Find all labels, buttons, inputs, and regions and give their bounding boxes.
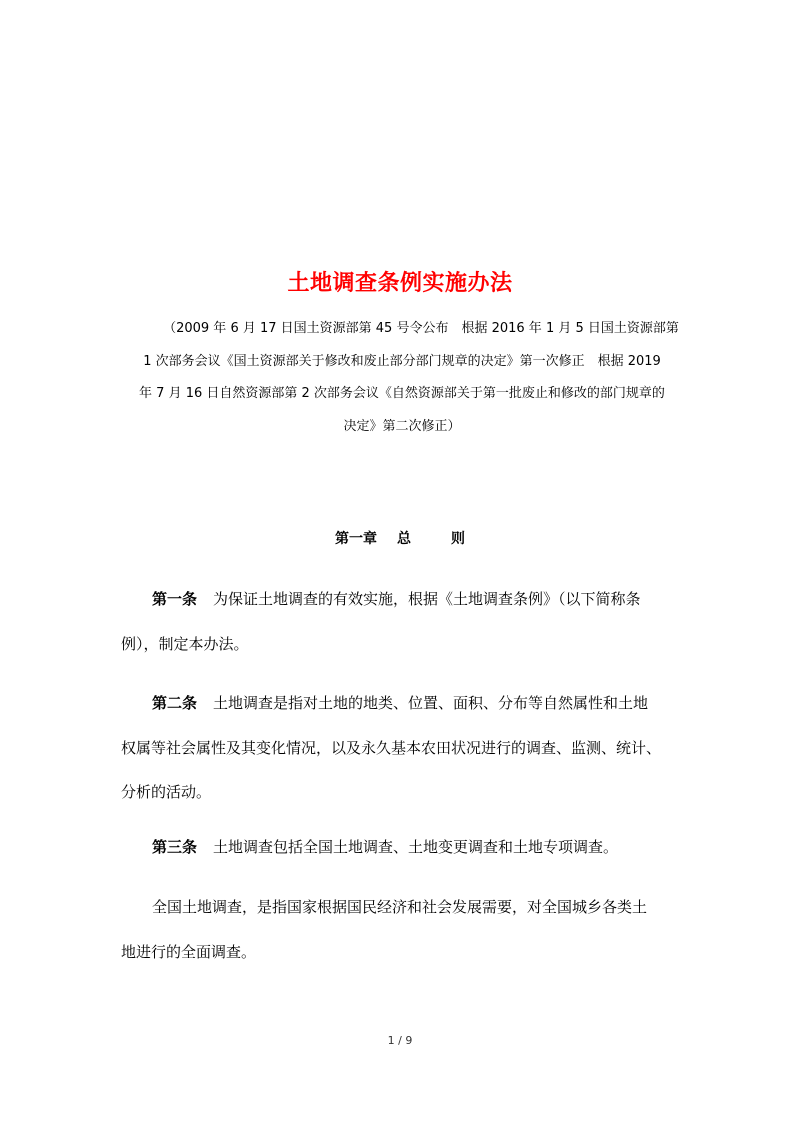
paragraph-line: 全国土地调查，是指国家根据国民经济和社会发展需要，对全国城乡各类土 — [152, 898, 648, 916]
paragraph-line: 地进行的全面调查。 — [121, 942, 257, 961]
article-line — [121, 825, 683, 870]
article-label: 第二条 — [152, 694, 198, 712]
chapter-number: 第一章 — [335, 531, 377, 547]
article-1 — [121, 577, 683, 666]
article-2 — [121, 681, 683, 815]
article-3 — [121, 825, 683, 870]
page-number: 1 / 9 — [387, 1034, 413, 1047]
history-note-line: （2009 年 6 月 17 日国土资源部第 45 号令公布 根据 2016 年 1 月 5 日国土资源部第 — [163, 321, 679, 336]
article-line: 分析的活动。 — [121, 783, 212, 801]
history-note-line: 1 次部务会议《国土资源部关于修改和废止部分部门规章的决定》第一次修正 根据 2019 — [143, 353, 661, 369]
article-line: 例），制定本办法。 — [121, 634, 249, 653]
chapter-title-part: 则 — [451, 531, 465, 547]
document-title: 土地调查条例实施办法 — [287, 271, 513, 296]
revision-history-note — [121, 313, 683, 443]
article-label: 第一条 — [152, 590, 198, 608]
history-note-line: 决定》第二次修正） — [343, 418, 461, 434]
article-text: 土地调查包括全国土地调查、土地变更调查和土地专项调查。 — [213, 838, 619, 856]
article-line — [121, 681, 683, 726]
paragraph-national-survey — [121, 885, 683, 974]
article-text: 为保证土地调查的有效实施，根据《土地调查条例》（以下简称条 — [213, 590, 641, 608]
article-line: 权属等社会属性及其变化情况，以及永久基本农田状况进行的调查、监测、统计、 — [121, 738, 662, 757]
article-label: 第三条 — [152, 838, 198, 856]
article-line — [121, 577, 683, 622]
article-text: 土地调查是指对土地的地类、位置、面积、分布等自然属性和土地 — [213, 694, 649, 712]
chapter-heading — [0, 527, 800, 551]
chapter-title-part: 总 — [397, 531, 411, 547]
history-note-line: 年 7 月 16 日自然资源部第 2 次部务会议《自然资源部关于第一批废止和修改的部门规章的 — [139, 386, 665, 401]
